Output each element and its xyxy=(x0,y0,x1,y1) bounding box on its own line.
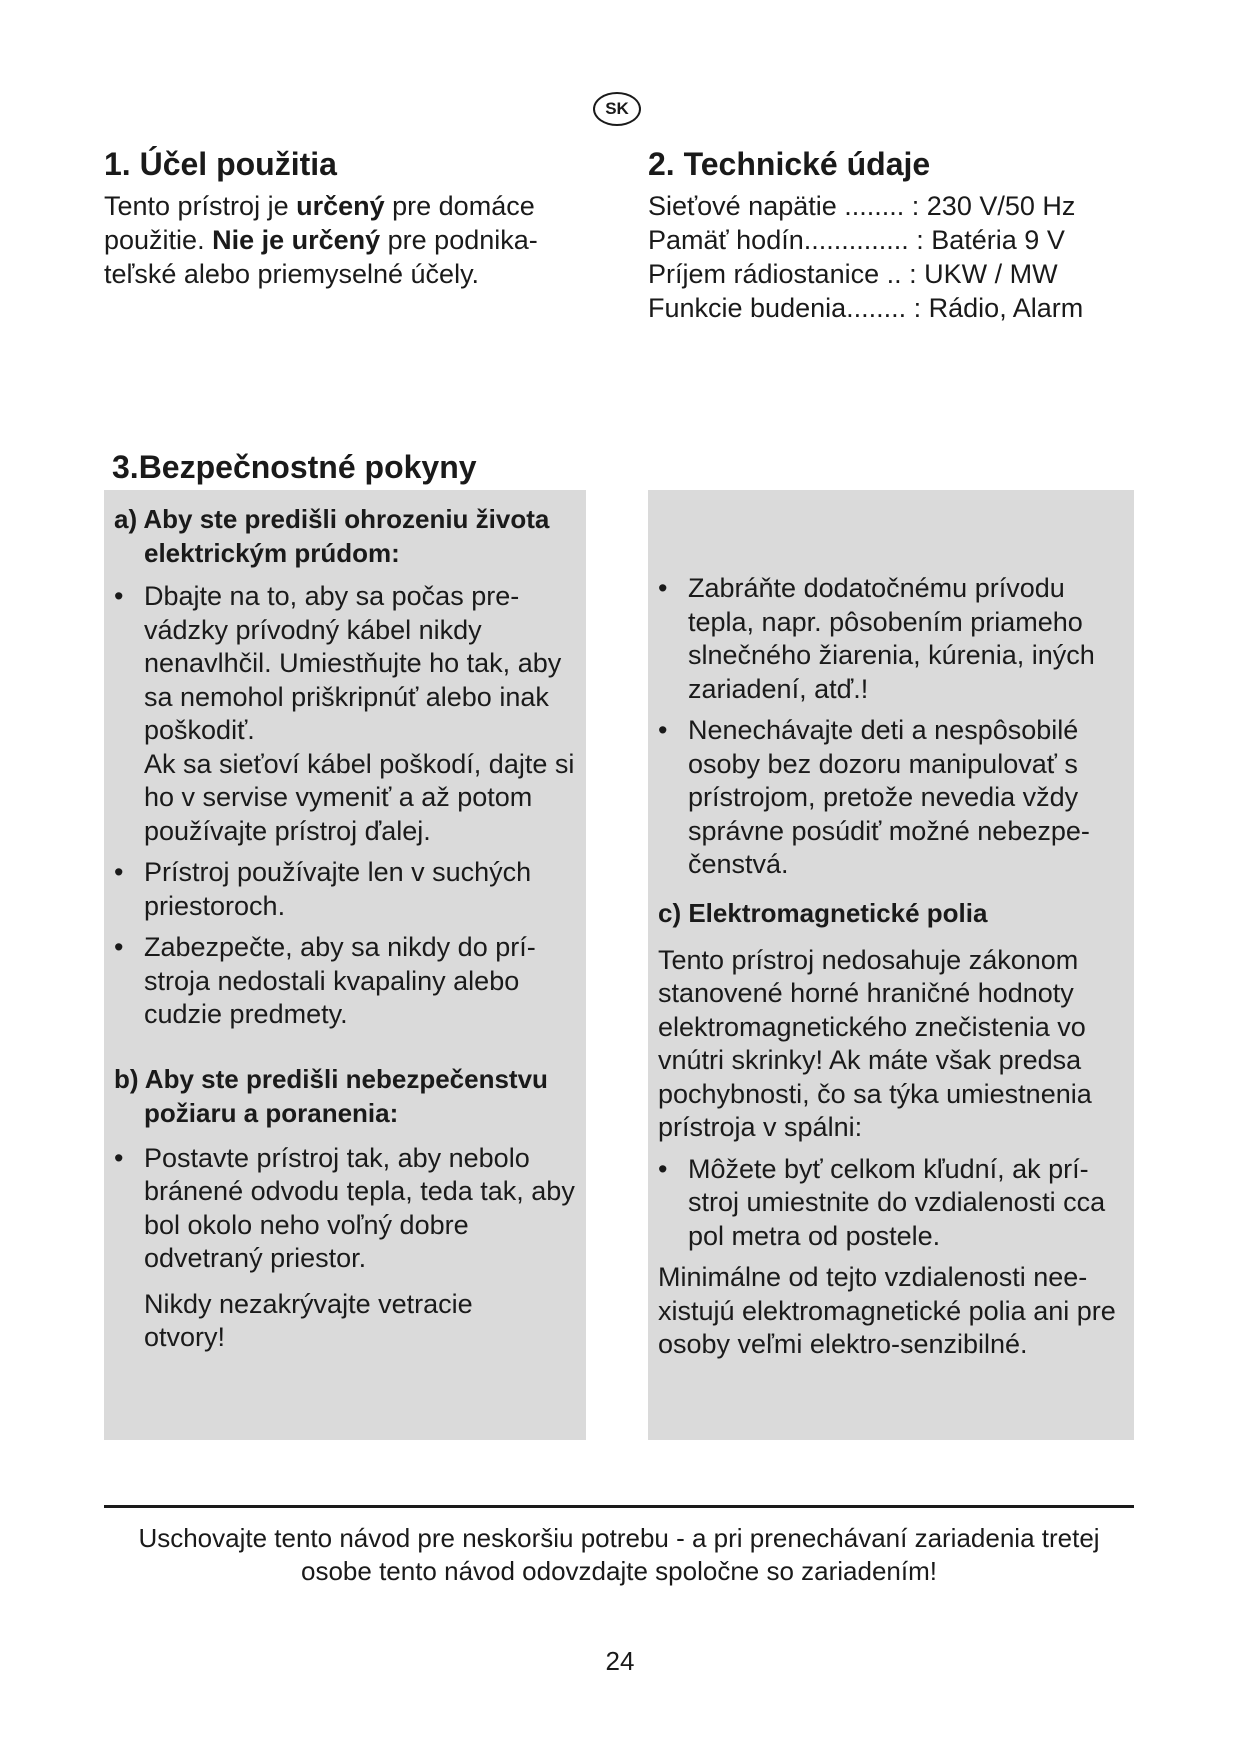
list-item: • Postavte prístroj tak, aby nebolo bránené odvodu tepla, teda tak, aby bol okolo neho voľný dobre odvetraný priestor. xyxy=(114,1142,575,1273)
subsection-c-text-2: Minimálne od tejto vzdialenosti nee-xistujú elektromagnetické polia ani pre osoby veľmi elektro-senzibilné. xyxy=(658,1262,1116,1359)
safety-box-left xyxy=(104,490,586,1440)
section-technical-data-title: 2. Technické údaje xyxy=(648,146,931,182)
tech-row: Príjem rádiostanice .. : UKW / MW xyxy=(648,259,1058,289)
tech-row: Sieťové napätie ........ : 230 V/50 Hz xyxy=(648,191,1076,221)
subsection-c-title: c) Elektromagnetické polia xyxy=(658,897,988,928)
section-safety-title: 3.Bezpečnostné pokyny xyxy=(112,449,477,485)
language-badge: SK xyxy=(593,92,641,126)
footer-note: Uschovajte tento návod pre neskoršiu potrebu - a pri prenechávaní zariadenia tretej osobe tento návod odovzdajte spoločne so zariadením! xyxy=(138,1523,1100,1586)
section-purpose-text: Tento prístroj je určený pre domáce použitie. Nie je určený pre podnika-teľské alebo priemyselné účely. xyxy=(104,191,538,289)
list-item: • Zabezpečte, aby sa nikdy do prí-stroja nedostali kvapaliny alebo cudzie predmety. xyxy=(114,932,536,1029)
subsection-b-title: b) Aby ste predišli nebezpečenstvu požiaru a poranenia: xyxy=(114,1063,548,1128)
list-item: • Môžete byť celkom kľudní, ak prí-stroj umiestnite do vzdialenosti cca pol metra od postele. xyxy=(658,1153,1106,1251)
tech-row: Pamäť hodín.............. : Batéria 9 V xyxy=(648,225,1065,255)
tech-row: Funkcie budenia........ : Rádio, Alarm xyxy=(648,293,1084,323)
subsection-a-title: a) Aby ste predišli ohrozeniu života elektrickým prúdom: xyxy=(114,504,550,568)
section-purpose xyxy=(104,146,574,291)
list-item: • Prístroj používajte len v suchých priestoroch. xyxy=(114,857,532,921)
section-purpose-title: 1. Účel použitia xyxy=(104,146,337,182)
section-technical-data xyxy=(648,146,1128,325)
subsection-b-note: Nikdy nezakrývajte vetracie otvory! xyxy=(144,1288,473,1352)
page-number: 24 xyxy=(605,1646,635,1676)
list-item: • Dbajte na to, aby sa počas pre-vádzky prívodný kábel nikdy nenavlhčil. Umiestňujte ho tak, aby sa nemohol priškripnúť alebo inak poškodiť. Ak sa sieťoví kábel poškodí, dajte si ho v servise vymeniť a až potom používajte prístroj ďalej. xyxy=(114,581,575,846)
list-item: • Zabráňte dodatočnému prívodu tepla, napr. pôsobením priameho slnečného žiarenia, kúrenia, iných zariadení, atď.! xyxy=(658,573,1095,704)
list-item: • Nenechávajte deti a nespôsobilé osoby bez dozoru manipulovať s prístrojom, pretože nevedia vždy správne posúdiť možné nebezpe-čenstvá. xyxy=(658,715,1090,879)
divider xyxy=(104,1505,1134,1508)
subsection-c-text: Tento prístroj nedosahuje zákonom stanovené horné hraničné hodnoty elektromagnetického znečistenia vo vnútri skrinky! Ak máte však predsa pochybnosti, čo sa týka umiestnenia prístroja v spálni: xyxy=(658,944,1092,1142)
safety-box-right xyxy=(648,490,1134,1440)
